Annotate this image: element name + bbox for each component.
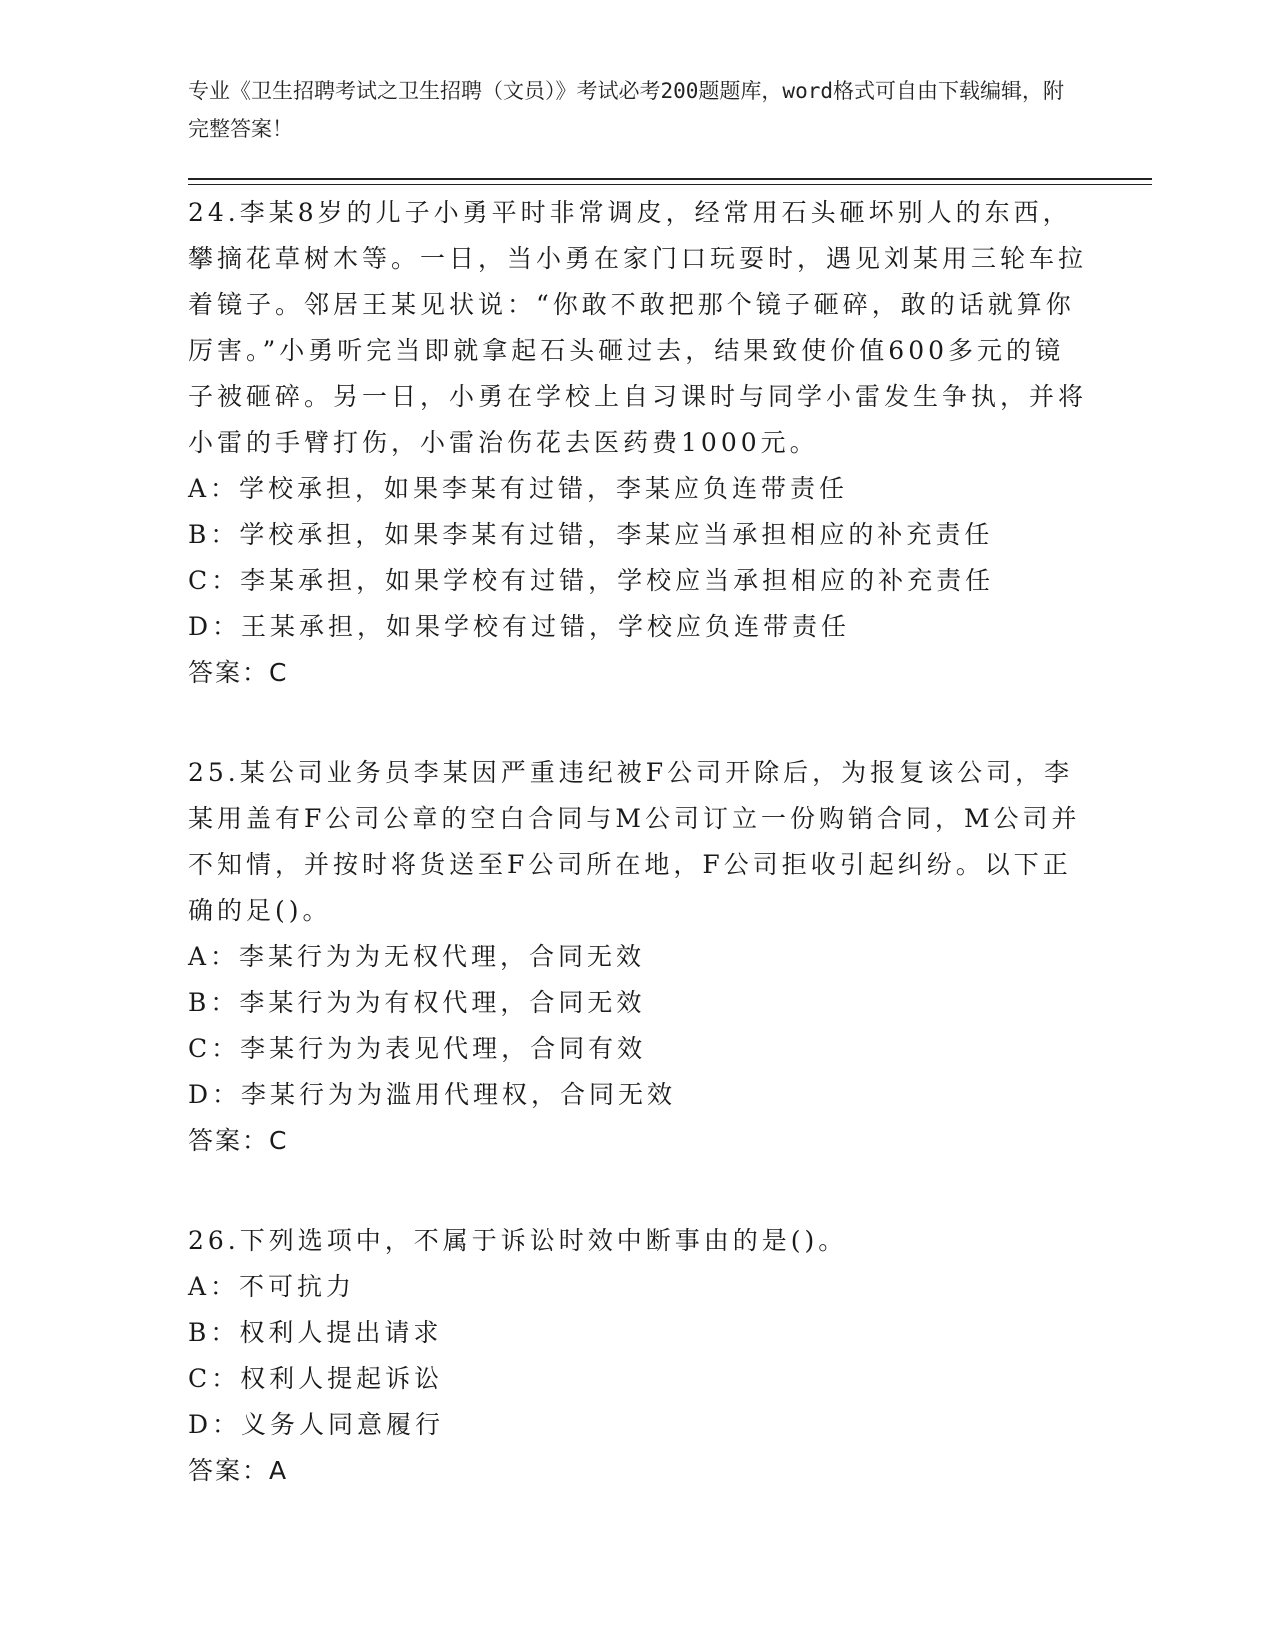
option-b: B：学校承担，如果李某有过错，李某应当承担相应的补充责任 (188, 520, 994, 549)
header-rule-thin (188, 184, 1152, 185)
document-header: 专业《卫生招聘考试之卫生招聘（文员）》考试必考200题题库，word格式可自由下载编辑，附完整答案！ (188, 79, 1064, 141)
option-d: D：义务人同意履行 (188, 1410, 445, 1439)
answer-line: 答案：A (188, 1456, 289, 1485)
option-a: A：学校承担，如果李某有过错，李某应负连带责任 (188, 474, 849, 503)
answer-line: 答案：C (188, 1126, 289, 1155)
question-list (188, 190, 1088, 1548)
answer-line: 答案：C (188, 658, 289, 687)
option-d: D：李某行为为滥用代理权，合同无效 (188, 1080, 677, 1109)
header-rule-thick (188, 178, 1152, 180)
option-b: B：李某行为为有权代理，合同无效 (188, 988, 646, 1017)
option-c: C：李某承担，如果学校有过错，学校应当承担相应的补充责任 (188, 566, 995, 595)
option-c: C：李某行为为表见代理，合同有效 (188, 1034, 647, 1063)
question-26 (188, 1218, 1088, 1494)
option-b: B：权利人提出请求 (188, 1318, 443, 1347)
question-stem: 25.某公司业务员李某因严重违纪被F公司开除后，为报复该公司，李某用盖有F公司公章的空白合同与M公司订立一份购销合同，M公司并不知情，并按时将货送至F公司所在地，F公司拒收引起纠纷。以下正确的足()。 (188, 758, 1081, 925)
option-c: C：权利人提起诉讼 (188, 1364, 444, 1393)
question-stem: 24.李某8岁的儿子小勇平时非常调皮，经常用石头砸坏别人的东西，攀摘花草树木等。一日，当小勇在家门口玩耍时，遇见刘某用三轮车拉着镜子。邻居王某见状说：“你敢不敢把那个镜子砸碎，敢的话就算你厉害。”小勇听完当即就拿起石头砸过去，结果致使价值600多元的镜子被砸碎。另一日，小勇在学校上自习课时与同学小雷发生争执，并将小雷的手臂打伤，小雷治伤花去医药费1000元。 (188, 198, 1088, 457)
option-a: A：不可抗力 (188, 1272, 356, 1301)
option-d: D：王某承担，如果学校有过错，学校应负连带责任 (188, 612, 851, 641)
question-stem: 26.下列选项中，不属于诉讼时效中断事由的是()。 (188, 1226, 848, 1255)
option-a: A：李某行为为无权代理，合同无效 (188, 942, 646, 971)
question-24 (188, 190, 1088, 696)
question-25 (188, 750, 1088, 1164)
